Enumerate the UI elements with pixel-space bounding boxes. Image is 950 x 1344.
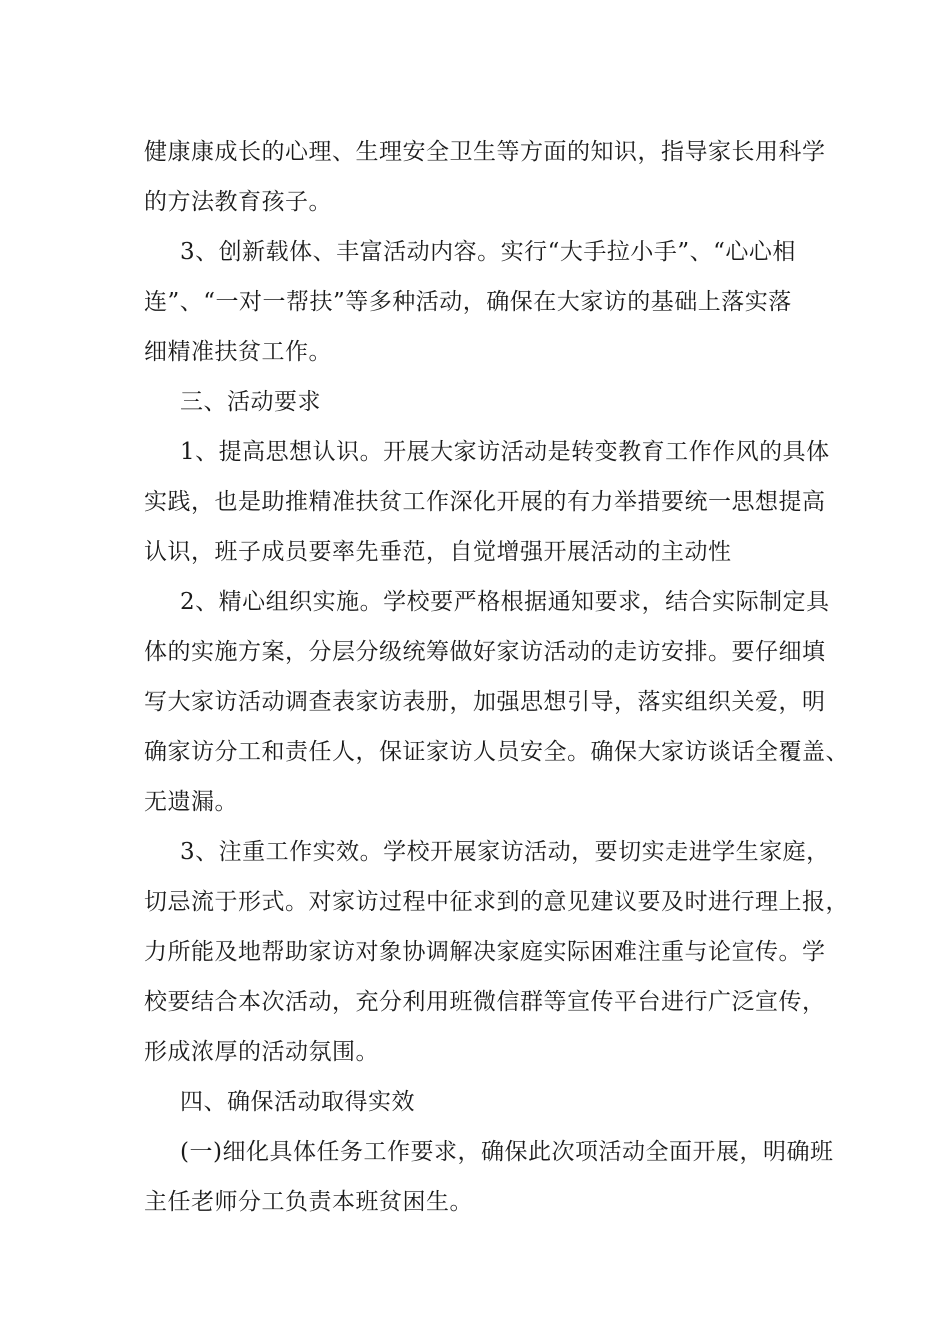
text-line: 力所能及地帮助家访对象协调解决家庭实际困难注重与论宣传。学 bbox=[144, 939, 826, 965]
text-line: (一)细化具体任务工作要求，确保此次项活动全面开展，明确班 bbox=[180, 1139, 834, 1165]
text-line: 细精准扶贫工作。 bbox=[144, 339, 332, 365]
text-line: 体的实施方案，分层分级统筹做好家访活动的走访安排。要仔细填 bbox=[144, 639, 826, 665]
text-line: 确家访分工和责任人，保证家访人员安全。确保大家访谈话全覆盖、 bbox=[144, 739, 849, 765]
text-line: 3、注重工作实效。学校开展家访活动，要切实走进学生家庭， bbox=[180, 839, 830, 865]
text-line: 2、精心组织实施。学校要严格根据通知要求，结合实际制定具 bbox=[180, 589, 830, 615]
text-line: 认识，班子成员要率先垂范，自觉增强开展活动的主动性 bbox=[144, 539, 732, 565]
section-heading: 四、确保活动取得实效 bbox=[180, 1089, 415, 1115]
text-line: 主任老师分工负责本班贫困生。 bbox=[144, 1189, 473, 1215]
text-line: 连”、“一对一帮扶”等多种活动，确保在大家访的基础上落实落 bbox=[144, 289, 792, 315]
text-line: 切忌流于形式。对家访过程中征求到的意见建议要及时进行理上报， bbox=[144, 889, 849, 915]
text-line: 写大家访活动调查表家访表册，加强思想引导，落实组织关爱，明 bbox=[144, 689, 826, 715]
text-line: 的方法教育孩子。 bbox=[144, 189, 332, 215]
text-line: 无遗漏。 bbox=[144, 789, 238, 815]
text-line: 3、创新载体、丰富活动内容。实行“大手拉小手”、“心心相 bbox=[180, 239, 796, 265]
section-heading: 三、活动要求 bbox=[180, 389, 321, 415]
text-line: 校要结合本次活动，充分利用班微信群等宣传平台进行广泛宣传， bbox=[144, 989, 826, 1015]
text-line: 1、提高思想认识。开展大家访活动是转变教育工作作风的具体 bbox=[180, 439, 830, 465]
text-line: 形成浓厚的活动氛围。 bbox=[144, 1039, 379, 1065]
text-line: 健康康成长的心理、生理安全卫生等方面的知识，指导家长用科学 bbox=[144, 139, 826, 165]
text-line: 实践，也是助推精准扶贫工作深化开展的有力举措要统一思想提高 bbox=[144, 489, 826, 515]
